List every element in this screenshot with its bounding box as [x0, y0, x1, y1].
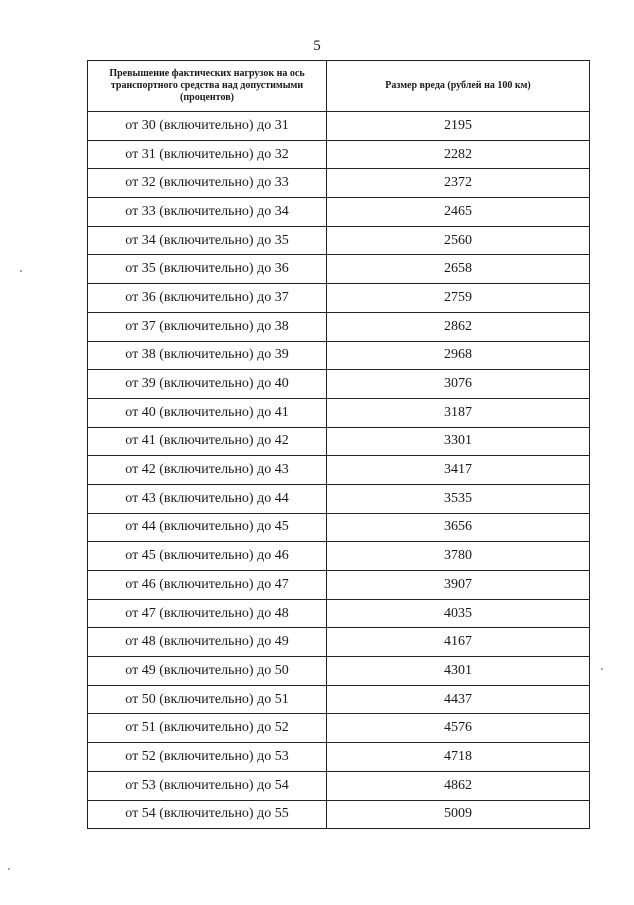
table-row	[88, 398, 590, 427]
overload-range-cell: от 47 (включительно) до 48	[88, 599, 327, 628]
harm-amount-cell: 2282	[327, 140, 590, 169]
table-row	[88, 169, 590, 198]
table-body	[88, 112, 590, 829]
overload-range-cell: от 48 (включительно) до 49	[88, 628, 327, 657]
harm-amount-cell: 4437	[327, 685, 590, 714]
scan-speck	[8, 868, 10, 870]
harm-amount-cell: 3656	[327, 513, 590, 542]
table-header	[88, 61, 590, 112]
table-row	[88, 714, 590, 743]
harm-amount-cell: 3301	[327, 427, 590, 456]
table-row	[88, 226, 590, 255]
overload-range-cell: от 51 (включительно) до 52	[88, 714, 327, 743]
harm-amount-cell: 4576	[327, 714, 590, 743]
harm-amount-cell: 2195	[327, 112, 590, 141]
overload-range-cell: от 45 (включительно) до 46	[88, 542, 327, 571]
header-row	[88, 61, 590, 112]
table-row	[88, 312, 590, 341]
harm-amount-cell: 3780	[327, 542, 590, 571]
harm-amount-cell: 2968	[327, 341, 590, 370]
harm-amount-cell: 4718	[327, 743, 590, 772]
overload-range-cell: от 37 (включительно) до 38	[88, 312, 327, 341]
harm-amount-cell: 2560	[327, 226, 590, 255]
table-row	[88, 771, 590, 800]
overload-range-cell: от 46 (включительно) до 47	[88, 571, 327, 600]
harm-amount-cell: 4301	[327, 657, 590, 686]
overload-range-cell: от 39 (включительно) до 40	[88, 370, 327, 399]
overload-range-cell: от 43 (включительно) до 44	[88, 484, 327, 513]
table-row	[88, 112, 590, 141]
table-row	[88, 513, 590, 542]
header-overload-percent	[88, 61, 327, 112]
overload-range-cell: от 54 (включительно) до 55	[88, 800, 327, 829]
harm-amount-cell: 4167	[327, 628, 590, 657]
overload-range-cell: от 52 (включительно) до 53	[88, 743, 327, 772]
harm-amount-cell: 4035	[327, 599, 590, 628]
scan-speck	[20, 270, 22, 272]
table-row	[88, 370, 590, 399]
table-row	[88, 571, 590, 600]
harm-amount-cell: 2759	[327, 284, 590, 313]
header-harm-amount-text: Размер вреда (рублей на 100 км)	[385, 80, 531, 91]
harm-amount-cell: 3535	[327, 484, 590, 513]
overload-range-cell: от 38 (включительно) до 39	[88, 341, 327, 370]
overload-range-cell: от 42 (включительно) до 43	[88, 456, 327, 485]
table-row	[88, 198, 590, 227]
table-row	[88, 341, 590, 370]
table-row	[88, 542, 590, 571]
header-harm-amount	[327, 61, 590, 112]
harm-amount-cell: 2465	[327, 198, 590, 227]
overload-range-cell: от 30 (включительно) до 31	[88, 112, 327, 141]
scan-speck	[601, 668, 603, 670]
harm-amount-cell: 2658	[327, 255, 590, 284]
harm-amount-cell: 3907	[327, 571, 590, 600]
overload-range-cell: от 35 (включительно) до 36	[88, 255, 327, 284]
overload-range-cell: от 36 (включительно) до 37	[88, 284, 327, 313]
table-row	[88, 685, 590, 714]
table-row	[88, 255, 590, 284]
harm-amount-cell: 2372	[327, 169, 590, 198]
table-row	[88, 456, 590, 485]
page-number: 5	[313, 38, 321, 54]
harm-amount-cell: 3187	[327, 398, 590, 427]
harm-amount-cell: 3076	[327, 370, 590, 399]
overload-range-cell: от 33 (включительно) до 34	[88, 198, 327, 227]
harm-amount-cell: 4862	[327, 771, 590, 800]
table-row	[88, 484, 590, 513]
table-row	[88, 140, 590, 169]
overload-range-cell: от 49 (включительно) до 50	[88, 657, 327, 686]
overload-range-cell: от 50 (включительно) до 51	[88, 685, 327, 714]
header-overload-percent-text: Превышение фактических нагрузок на ось транспортного средства над допустимыми (процентов)	[109, 68, 305, 103]
harm-amount-cell: 2862	[327, 312, 590, 341]
overload-range-cell: от 32 (включительно) до 33	[88, 169, 327, 198]
overload-range-cell: от 31 (включительно) до 32	[88, 140, 327, 169]
harm-amount-cell: 5009	[327, 800, 590, 829]
overload-range-cell: от 41 (включительно) до 42	[88, 427, 327, 456]
table-row	[88, 628, 590, 657]
table-row	[88, 743, 590, 772]
table-row	[88, 657, 590, 686]
overload-range-cell: от 34 (включительно) до 35	[88, 226, 327, 255]
table-row	[88, 284, 590, 313]
table-row	[88, 427, 590, 456]
table-row	[88, 599, 590, 628]
overload-range-cell: от 44 (включительно) до 45	[88, 513, 327, 542]
overload-range-cell: от 53 (включительно) до 54	[88, 771, 327, 800]
harm-table	[87, 60, 590, 829]
table-row	[88, 800, 590, 829]
harm-amount-cell: 3417	[327, 456, 590, 485]
overload-range-cell: от 40 (включительно) до 41	[88, 398, 327, 427]
